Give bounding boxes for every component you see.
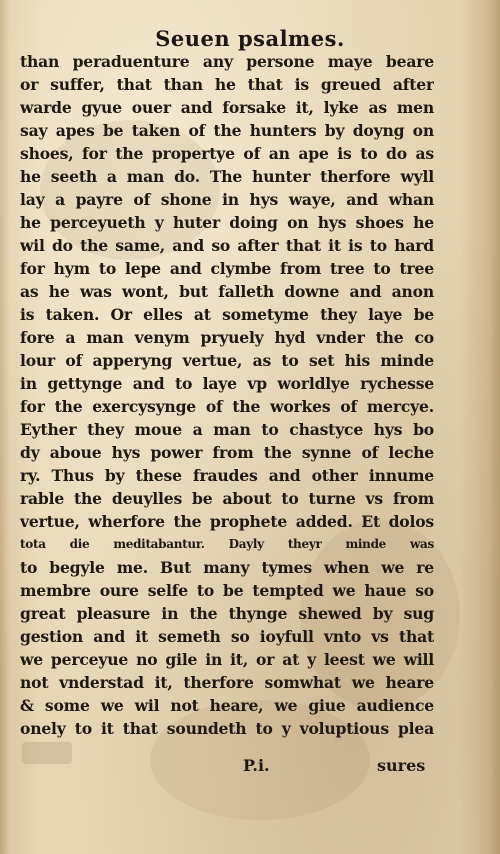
text-line: ry. Thus by these fraudes and other innume xyxy=(20,466,434,485)
latin-quotation-line: tota die meditabantur. Dayly theyr minde was xyxy=(20,537,434,551)
text-line: rable the deuylles be about to turne vs from xyxy=(20,489,434,508)
text-line: onely to it that soundeth to y voluptious plea xyxy=(20,719,434,738)
catchword: sures xyxy=(377,756,426,775)
text-block xyxy=(20,50,434,740)
text-line: he perceyueth y huter doing on hys shoes he xyxy=(20,213,434,232)
text-line: in gettynge and to laye vp worldlye rychesse xyxy=(20,374,434,393)
text-line: dy aboue hys power from the synne of leche xyxy=(20,443,434,462)
text-line: membre oure selfe to be tempted we haue so xyxy=(20,581,434,600)
text-line: fore a man venym pryuely hyd vnder the co xyxy=(20,328,434,347)
text-line: lay a payre of shone in hys waye, and whan xyxy=(20,190,434,209)
text-line: or suffer, that than he that is greued after xyxy=(20,75,434,94)
page-footer xyxy=(0,756,500,780)
text-line: he seeth a man do. The hunter therfore wyll xyxy=(20,167,434,186)
text-line: is taken. Or elles at sometyme they laye be xyxy=(20,305,434,324)
text-line: for the exercysynge of the workes of mercye. xyxy=(20,397,434,416)
text-line: lour of apperyng vertue, as to set his minde xyxy=(20,351,434,370)
text-line: Eyther they moue a man to chastyce hys bo xyxy=(20,420,434,439)
text-line: for hym to lepe and clymbe from tree to tree xyxy=(20,259,434,278)
text-line: wil do the same, and so after that it is to hard xyxy=(20,236,434,255)
text-line: vertue, wherfore the prophete added. Et dolos xyxy=(20,512,434,531)
text-line: gestion and it semeth so ioyfull vnto vs that xyxy=(20,627,434,646)
text-line: shoes, for the propertye of an ape is to do as xyxy=(20,144,434,163)
text-line: not vnderstad it, therfore somwhat we heare xyxy=(20,673,434,692)
text-line: great pleasure in the thynge shewed by sug xyxy=(20,604,434,623)
text-line: warde gyue ouer and forsake it, lyke as men xyxy=(20,98,434,117)
text-line: we perceyue no gile in it, or at y leest we will xyxy=(20,650,434,669)
text-line: say apes be taken of the hunters by doyng on xyxy=(20,121,434,140)
signature-mark: P.i. xyxy=(243,756,270,775)
text-line: to begyle me. But many tymes when we re xyxy=(20,558,434,577)
text-line: & some we wil not heare, we giue audience xyxy=(20,696,434,715)
text-line: as he was wont, but falleth downe and anon xyxy=(20,282,434,301)
running-head: Seuen psalmes. xyxy=(155,26,345,51)
text-line: than peraduenture any persone maye beare xyxy=(20,52,434,71)
